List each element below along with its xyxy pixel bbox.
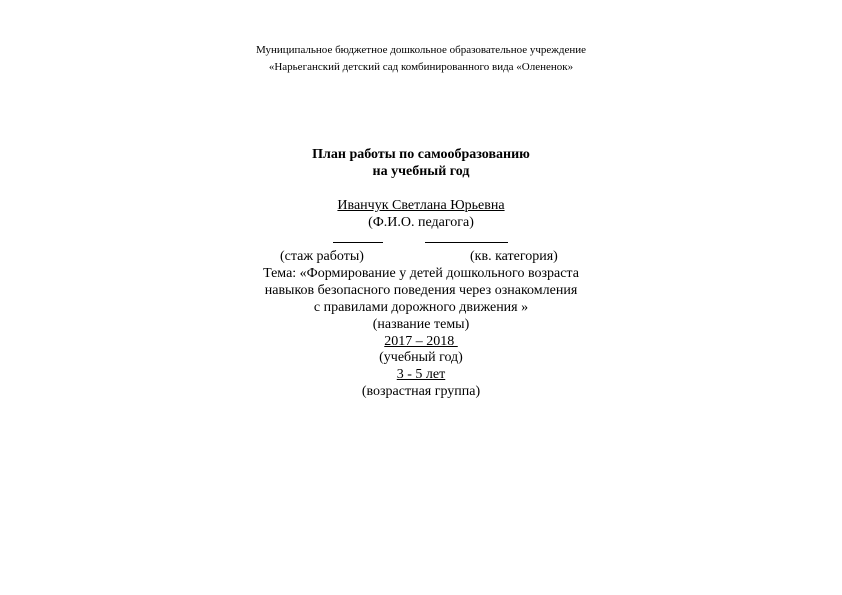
- topic-caption: (название темы): [372, 317, 470, 332]
- document-title: План работы по самообразованию: [312, 147, 530, 162]
- age-group: 3 - 5 лет: [396, 367, 446, 382]
- teacher-name: Иванчук Светлана Юрьевна: [337, 198, 505, 213]
- institution-line-2: «Нарьеганский детский сад комбинированного вида «Олененок»: [268, 61, 574, 73]
- category-blank: [425, 242, 508, 243]
- academic-year: 2017 – 2018: [384, 334, 458, 349]
- age-group-caption: (возрастная группа): [361, 384, 481, 399]
- teacher-caption: (Ф.И.О. педагога): [368, 215, 474, 230]
- experience-blank: [333, 242, 383, 243]
- topic-line-2: навыков безопасного поведения через ознакомления: [264, 283, 578, 298]
- document-subtitle: на учебный год: [372, 164, 470, 179]
- institution-line-1: Муниципальное бюджетное дошкольное образовательное учреждение: [256, 44, 586, 56]
- experience-caption: (стаж работы): [280, 249, 364, 264]
- topic-line-1: Тема: «Формирование у детей дошкольного возраста: [263, 266, 579, 281]
- topic-line-3: с правилами дорожного движения »: [313, 300, 529, 315]
- category-caption: (кв. категория): [470, 249, 558, 264]
- academic-year-caption: (учебный год): [379, 350, 463, 365]
